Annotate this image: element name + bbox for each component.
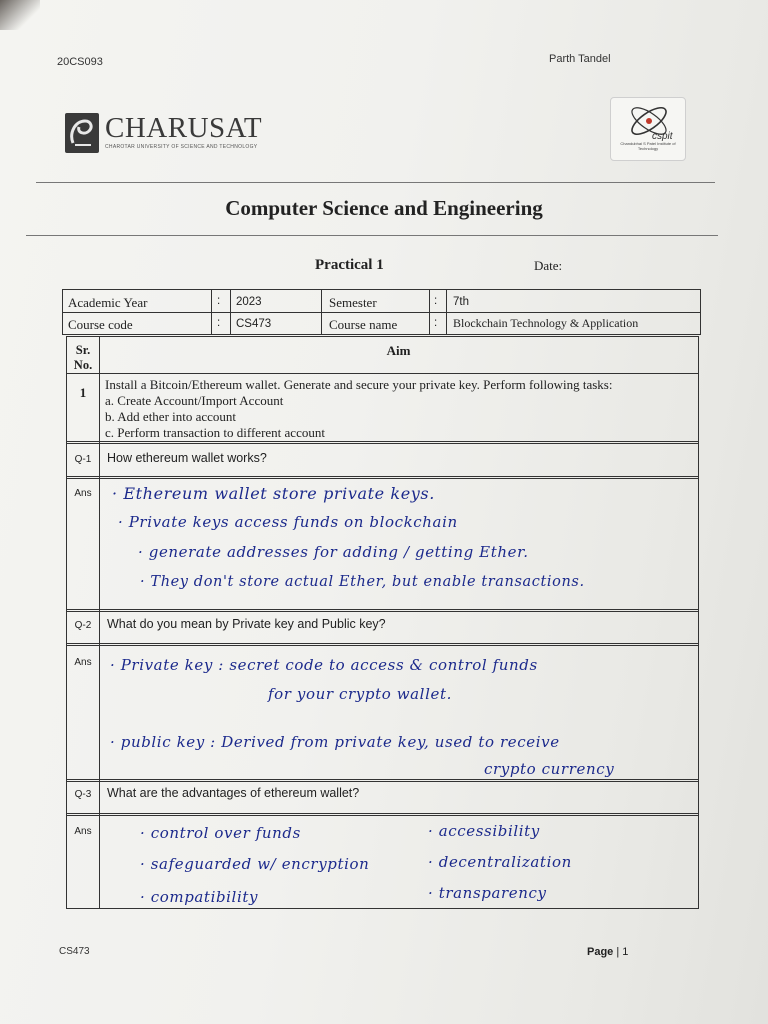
question-label: Q-3	[74, 789, 92, 800]
answer-label: Ans	[74, 657, 92, 668]
course-name-value: Blockchain Technology & Application	[453, 316, 639, 330]
separator: :	[434, 295, 438, 307]
department-title: Computer Science and Engineering	[225, 196, 543, 220]
handwritten-answer-line: · compatibility	[140, 888, 259, 906]
handwritten-answer-line: · transparency	[428, 884, 547, 902]
handwritten-answer-line: · public key : Derived from private key, used to receive	[110, 733, 560, 751]
course-info-table	[62, 289, 701, 335]
student-id: 20CS093	[57, 56, 103, 68]
cspit-wordmark: cspit	[652, 131, 673, 142]
practical-title: Practical 1	[315, 257, 384, 273]
row-divider	[67, 609, 698, 612]
page-separator: |	[616, 946, 620, 958]
handwritten-answer-line: · They don't store actual Ether, but enable transactions.	[140, 574, 585, 590]
page-corner-shadow	[0, 0, 40, 30]
info-col-divider	[321, 290, 322, 334]
handwritten-answer-line: · Private key : secret code to access & control funds	[110, 656, 538, 674]
page-label: Page	[587, 946, 614, 958]
srno-header: Sr. No.	[73, 343, 93, 372]
question-label: Q-1	[74, 454, 92, 465]
course-code-value: CS473	[236, 318, 272, 330]
footer-course-code: CS473	[59, 946, 90, 957]
row-divider	[67, 643, 698, 646]
row-divider	[67, 813, 698, 816]
cspit-subtitle: Chandubhai S Patel Institute of Technology	[620, 141, 676, 151]
task-description	[105, 377, 695, 441]
task-number: 1	[79, 385, 87, 400]
answer-label: Ans	[74, 826, 92, 837]
charusat-subtitle: CHAROTAR UNIVERSITY OF SCIENCE AND TECHNOLOGY	[105, 144, 258, 150]
separator: :	[434, 317, 438, 329]
handwritten-answer-line: crypto currency	[484, 760, 615, 778]
row-divider	[67, 476, 698, 479]
handwritten-answer-line: for your crypto wallet.	[268, 685, 452, 703]
question-text: What are the advantages of ethereum wallet?	[107, 786, 360, 800]
row-divider	[67, 441, 698, 444]
page-number: 1	[622, 946, 629, 958]
info-col-divider	[230, 290, 231, 334]
student-name: Parth Tandel	[549, 53, 611, 65]
info-row-divider	[63, 312, 700, 313]
task-line: b. Add ether into account	[105, 409, 237, 424]
task-line: a. Create Account/Import Account	[105, 393, 284, 408]
course-name-label: Course name	[329, 317, 398, 332]
task-line: c. Perform transaction to different account	[105, 425, 325, 440]
question-text: How ethereum wallet works?	[107, 451, 267, 465]
task-line: Install a Bitcoin/Ethereum wallet. Generate and secure your private key. Perform following tasks:	[105, 377, 613, 392]
separator: :	[217, 317, 221, 329]
handwritten-answer-line: · Private keys access funds on blockchain	[118, 513, 458, 531]
handwritten-answer-line: · accessibility	[428, 822, 540, 840]
row-divider	[67, 373, 698, 374]
handwritten-answer-line: · decentralization	[428, 853, 572, 871]
info-col-divider	[446, 290, 447, 334]
question-text: What do you mean by Private key and Public key?	[107, 617, 386, 631]
header-rule-top	[36, 182, 715, 183]
course-code-label: Course code	[68, 317, 133, 332]
cspit-atom-icon	[619, 101, 679, 143]
aim-header: Aim	[386, 343, 411, 358]
charusat-logo	[65, 112, 263, 157]
footer-page-number	[587, 946, 628, 958]
question-label: Q-2	[74, 620, 92, 631]
handwritten-answer-line: · safeguarded w/ encryption	[140, 855, 370, 873]
handwritten-answer-line: · Ethereum wallet store private keys.	[112, 484, 435, 503]
info-col-divider	[211, 290, 212, 334]
cspit-logo	[610, 97, 686, 161]
info-col-divider	[429, 290, 430, 334]
date-label: Date:	[534, 258, 563, 273]
separator: :	[217, 295, 221, 307]
handwritten-answer-line: · generate addresses for adding / getting Ether.	[138, 543, 529, 561]
semester-label: Semester	[329, 295, 377, 310]
charusat-wordmark: CHARUSAT	[105, 112, 263, 144]
answer-label: Ans	[74, 488, 92, 499]
row-divider	[67, 779, 698, 782]
charusat-emblem-icon	[65, 113, 99, 153]
handwritten-answer-line: · control over funds	[140, 824, 301, 842]
srno-col-divider	[99, 337, 100, 908]
academic-year-label: Academic Year	[68, 295, 148, 310]
header-rule-bottom	[26, 235, 718, 236]
academic-year-value: 2023	[236, 296, 262, 308]
semester-value: 7th	[453, 296, 469, 308]
